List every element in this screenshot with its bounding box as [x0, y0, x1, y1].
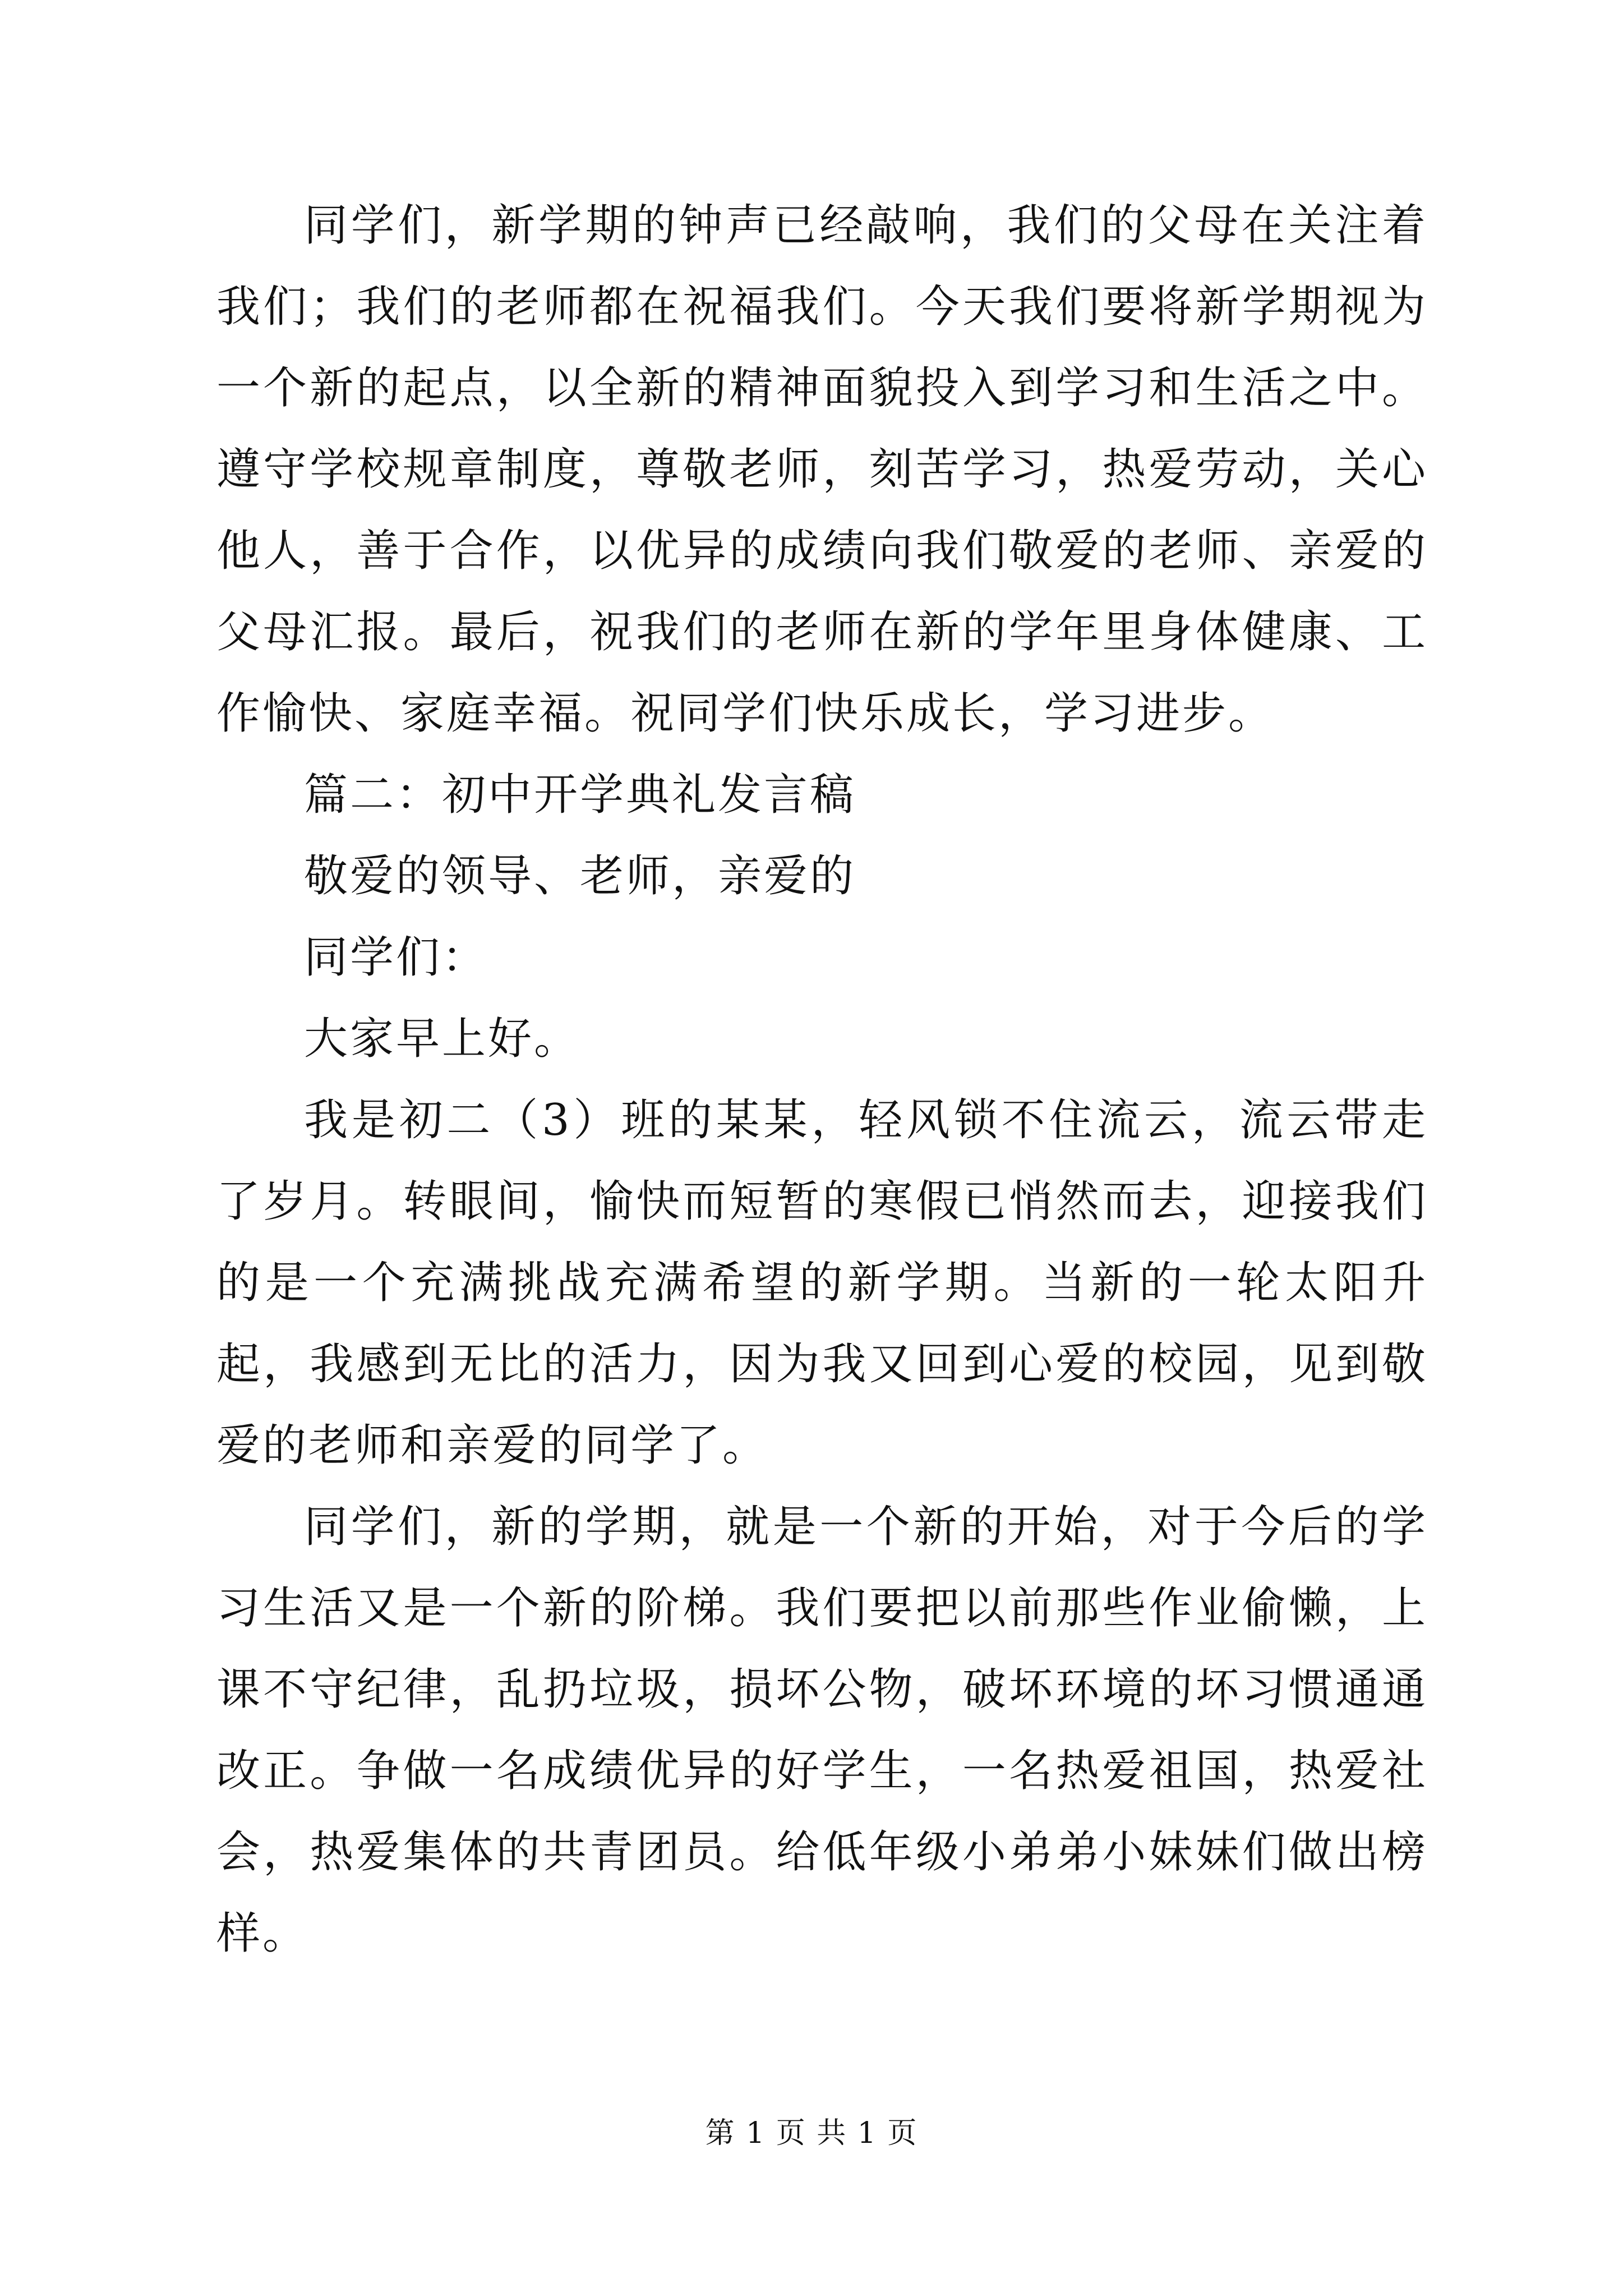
greeting: 大家早上好。 — [304, 1014, 580, 1064]
page-footer: 第 1 页 共 1 页 — [705, 2116, 918, 2150]
salutation-line-1: 敬爱的领导、老师，亲爱的 — [304, 851, 856, 901]
section-heading: 篇二：初中开学典礼发言稿 — [304, 770, 856, 820]
salutation-line-2: 同学们： — [304, 932, 488, 983]
paragraph-3: 同学们，新的学期，就是一个新的开始，对于今后的学习生活又是一个新的阶梯。我们要把以前那些作业偷懒，上课不守纪律，乱扔垃圾，损坏公物，破坏环境的坏习惯通通改正。争做一名成绩优异的好学生，一名热爱祖国，热爱社会，热爱集体的共青团员。给低年级小弟弟小妹妹们做出榜样。 — [216, 1502, 1428, 1959]
paragraph-1: 同学们，新学期的钟声已经敲响，我们的父母在关注着我们；我们的老师都在祝福我们。今天我们要将新学期视为一个新的起点，以全新的精神面貌投入到学习和生活之中。遵守学校规章制度，尊敬老师，刻苦学习，热爱劳动，关心他人，善于合作，以优异的成绩向我们敬爱的老师、亲爱的父母汇报。最后，祝我们的老师在新的学年里身体健康、工作愉快、家庭幸福。祝同学们快乐成长，学习进步。 — [216, 200, 1428, 739]
paragraph-2: 我是初二（3）班的某某，轻风锁不住流云，流云带走了岁月。转眼间，愉快而短暂的寒假已悄然而去，迎接我们的是一个充满挑战充满希望的新学期。当新的一轮太阳升起，我感到无比的活力，因为我又回到心爱的校园，见到敬爱的老师和亲爱的同学了。 — [216, 1095, 1428, 1471]
document-body — [216, 185, 1428, 1975]
